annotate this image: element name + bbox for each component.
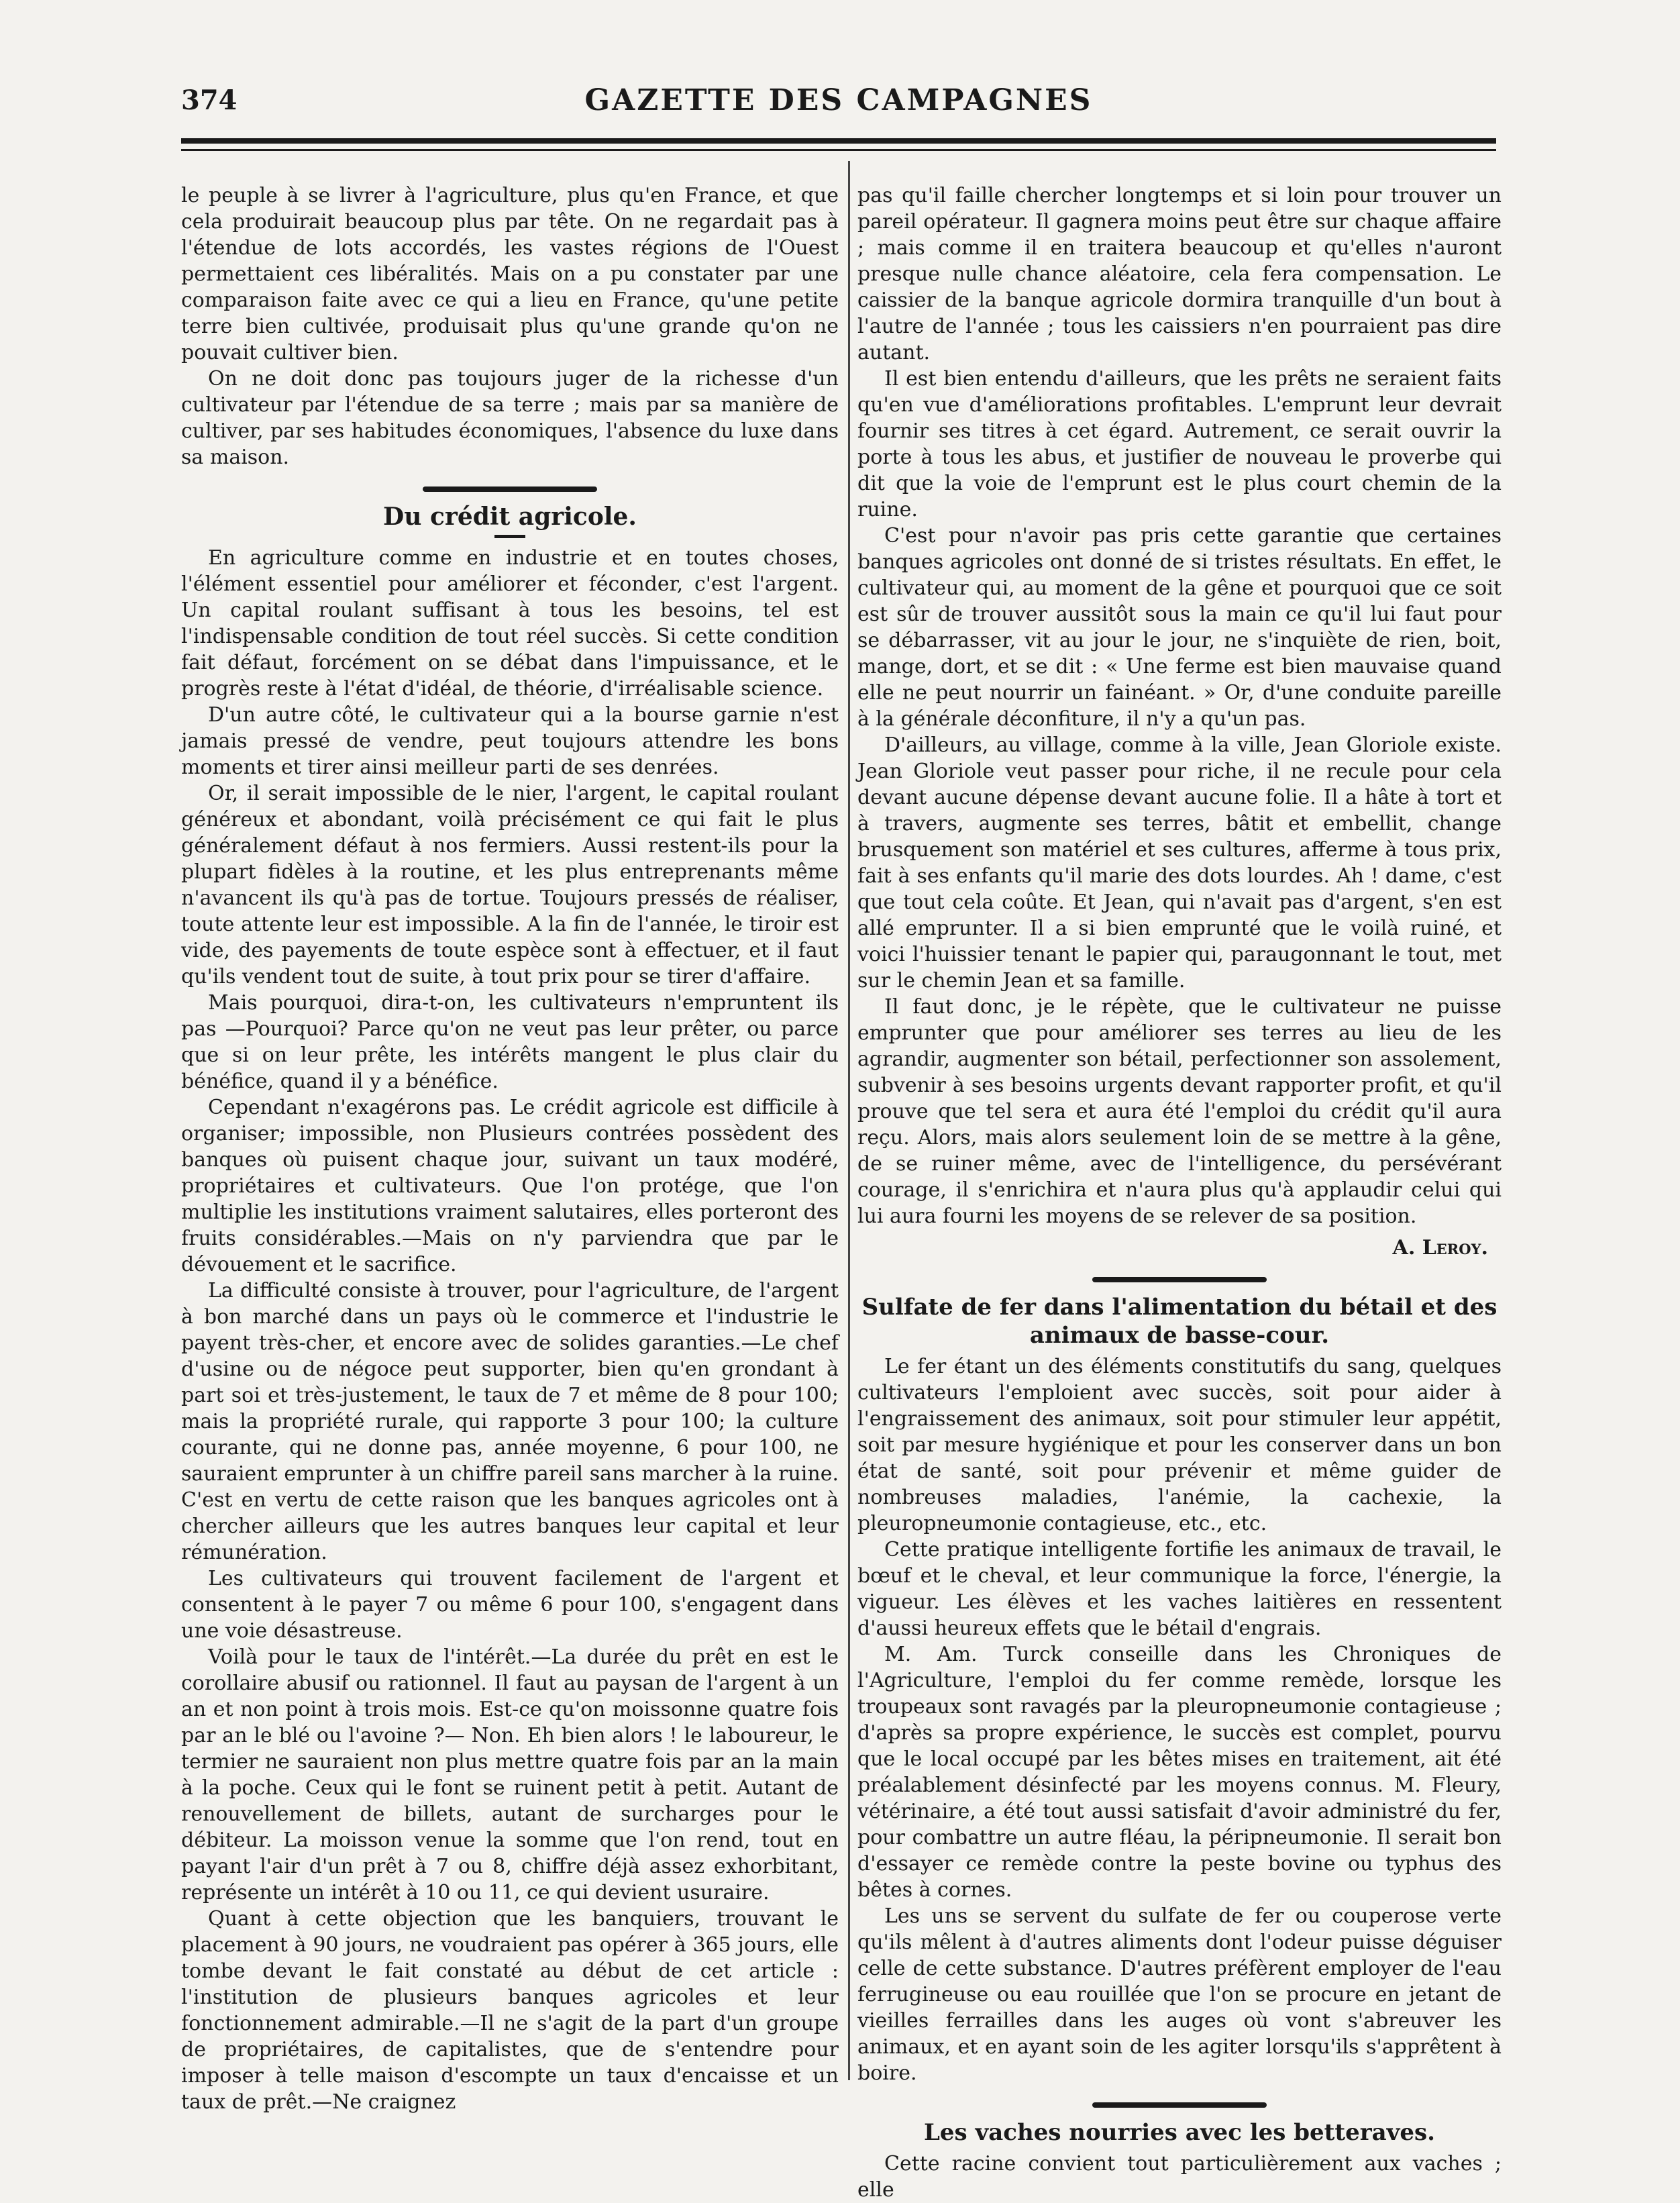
section-separator <box>1092 2102 1267 2108</box>
paragraph: Il faut donc, je le répète, que le cultivateur ne puisse emprunter que pour améliorer ses terres au lieu de les agrandir, augmenter son bétail, perfectionner son assolement, subvenir à ses besoins urgents devant rapporter profit, et qu'il prouve que tel sera et aura été l'emploi du crédit qu'il aura reçu. Alors, mais alors seulement loin de se mettre à la gêne, de se ruiner même, avec de l'intelligence, du persévérant courage, il s'enrichira et n'aura plus qu'à applaudir celui qui lui aura fourni les moyens de se relever de sa position. <box>857 995 1502 1228</box>
paragraph: Il est bien entendu d'ailleurs, que les prêts ne seraient faits qu'en vue d'améliorations profitables. L'emprunt leur devrait fournir ses titres à cet égard. Autrement, ce serait ouvrir la porte à tous les abus, et justifier de nouveau le proverbe qui dit que la voie de l'emprunt est le plus court chemin de la ruine. <box>857 367 1502 521</box>
paragraph: Le fer étant un des éléments constitutifs du sang, quelques cultivateurs l'emploient avec succès, soit pour aider à l'engraissement des animaux, soit pour stimuler leur appétit, soit par mesure hygiénique et pour les conserver dans un bon état de santé, soit pour prévenir et même guider de nombreuses maladies, l'anémie, la cachexie, la pleuropneumonie contagieuse, etc., etc. <box>857 1355 1502 1535</box>
paragraph: Voilà pour le taux de l'intérêt.—La durée du prêt en est le corollaire abusif ou rationnel. Il faut au paysan de l'argent à un an et non point à trois mois. Est-ce qu'on moissonne quatre fois par an le blé ou l'avoine ?— Non. Eh bien alors ! le laboureur, le termier ne sauraient non plus mettre quatre fois par an la main à la poche. Ceux qui le font se ruinent petit à petit. Autant de renouvellement de billets, autant de surcharges pour le débiteur. La moisson venue la somme que l'on rend, tout en payant l'air d'un prêt à 7 ou 8, chiffre déjà assez exhorbitant, représente un intérêt à 10 ou 11, ce qui devient usuraire. <box>181 1645 839 1904</box>
column-divider <box>848 161 850 2080</box>
journal-title: GAZETTE DES CAMPAGNES <box>584 83 1093 117</box>
paragraph: Mais pourquoi, dira-t-on, les cultivateurs n'empruntent ils pas —Pourquoi? Parce qu'on ne veut pas leur prêter, ou parce que si on leur prête, les intérêts mangent le plus clair du bénéfice, quand il y a bénéfice. <box>181 991 839 1093</box>
page-number: 374 <box>181 85 238 116</box>
paragraph: D'un autre côté, le cultivateur qui a la bourse garnie n'est jamais pressé de vendre, peut toujours attendre les bons moments et tirer ainsi meilleur parti de ses denrées. <box>181 703 839 779</box>
header-rule-thin <box>181 149 1496 151</box>
author-signature: A. Leroy. <box>1392 1236 1488 1260</box>
paragraph: M. Am. Turck conseille dans les Chroniques de l'Agriculture, l'emploi du fer comme remède, lorsque les troupeaux sont ravagés par la pleuropneumonie contagieuse ; d'après sa propre expérience, le succès est complet, pourvu que le local occupé par les bêtes mises en traitement, ait été préalablement désinfecté par les moyens connus. M. Fleury, vétérinaire, a été tout aussi satisfait d'avoir administré du fer, pour combattre un autre fléau, la péripneumonie. Il serait bon d'essayer ce remède contre la peste bovine ou typhus des bêtes à cornes. <box>857 1643 1502 1902</box>
paragraph: Les cultivateurs qui trouvent facilement de l'argent et consentent à le payer 7 ou même 6 pour 100, s'engagent dans une voie désastreuse. <box>181 1567 839 1643</box>
article-title-sulfate-de-fer: Sulfate de fer dans l'alimentation du bétail et des animaux de basse-cour. <box>861 1294 1498 1349</box>
page-header <box>181 79 1496 119</box>
paragraph: Quant à cette objection que les banquiers, trouvant le placement à 90 jours, ne voudraient pas opérer à 365 jours, elle tombe devant le fait constaté au début de cet article : l'institution de plusieurs banques agricoles et leur fonctionnement admirable.—Il ne s'agit de la part d'un groupe de propriétaires, de capitalistes, que de s'entendre pour imposer à telle maison d'escompte un taux d'encaisse et un taux de prêt.—Ne craignez <box>181 1907 839 2114</box>
paragraph: D'ailleurs, au village, comme à la ville, Jean Gloriole existe. Jean Gloriole veut passer pour riche, il ne recule pour cela devant aucune dépense devant aucune folie. Il a hâte à tort et à travers, augmente ses terres, bâtit et embellit, change brusquement son matériel et ses cultures, afferme à tous prix, fait à ses enfants qu'il marie des dots lourdes. Ah ! dame, c'est que tout cela coûte. Et Jean, qui n'avait pas d'argent, s'en est allé emprunter. Il a si bien emprunté que le voilà ruiné, et voici l'huissier tenant le papier qui, paraugonnant le tout, met sur le chemin Jean et sa famille. <box>857 733 1502 992</box>
paragraph: Cette pratique intelligente fortifie les animaux de travail, le bœuf et le cheval, et leur communique la force, l'énergie, la vigueur. Les élèves et les vaches laitières en ressentent d'aussi heureux effets que le bétail d'engrais. <box>857 1538 1502 1640</box>
article-title-credit-agricole: Du crédit agricole. <box>383 503 637 531</box>
paragraph: Cependant n'exagérons pas. Le crédit agricole est difficile à organiser; impossible, non Plusieurs contrées possèdent des banques où puisent chaque jour, suivant un taux modéré, propriétaires et cultivateurs. Que l'on protége, que l'on multiplie les institutions vraiment salutaires, elles porteront des fruits considérables.—Mais on n'y parviendra que par le dévouement et le sacrifice. <box>181 1096 839 1276</box>
paragraph: En agriculture comme en industrie et en toutes choses, l'élément essentiel pour améliorer et féconder, c'est l'argent. Un capital roulant suffisant à tous les besoins, tel est l'indispensable condition de tout réel succès. Si cette condition fait défaut, forcément on se débat dans l'impuissance, et le progrès reste à l'état d'idéal, de théorie, d'irréalisable science. <box>181 546 839 701</box>
paragraph: La difficulté consiste à trouver, pour l'agriculture, de l'argent à bon marché dans un pays où le commerce et l'industrie le payent très-cher, et encore avec de solides garanties.—Le chef d'usine ou de négoce peut supporter, bien qu'en grondant à part soi et très-justement, le taux de 7 et même de 8 pour 100; mais la propriété rurale, qui rapporte 3 pour 100; la culture courante, qui ne donne pas, année moyenne, 6 pour 100, ne sauraient emprunter à un chiffre pareil sans marcher à la ruine. C'est en vertu de cette raison que les banques agricoles ont à chercher ailleurs que les autres banques leur capital et leur rémunération. <box>181 1279 839 1564</box>
article-title-vaches-betteraves: Les vaches nourries avec les betteraves. <box>923 2119 1436 2146</box>
section-separator <box>1092 1277 1267 1282</box>
paragraph: Or, il serait impossible de le nier, l'argent, le capital roulant généreux et abondant, voilà précisément ce qui fait le plus généralement défaut à nos fermiers. Aussi restent-ils pour la plupart fidèles à la routine, et les plus entreprenants même n'avancent ils qu'à pas de tortue. Toujours pressés de réaliser, toute attente leur est impossible. A la fin de l'année, le tiroir est vide, des payements de toute espèce sont à effectuer, et il faut qu'ils vendent tout de suite, à tout prix pour se tirer d'affaire. <box>181 782 839 988</box>
paragraph: Cette racine convient tout particulièrement aux vaches ; elle <box>857 2152 1502 2202</box>
right-column <box>857 183 1502 2203</box>
paragraph: pas qu'il faille chercher longtemps et si loin pour trouver un pareil opérateur. Il gagnera moins peut être sur chaque affaire ; mais comme il en traitera beaucoup et qu'elles n'auront presque nulle chance aléatoire, cela fera compensation. Le caissier de la banque agricole dormira tranquille d'un bout à l'autre de l'année ; tous les caissiers n'en pourraient pas dire autant. <box>857 184 1502 364</box>
title-dash <box>494 535 525 538</box>
paragraph: le peuple à se livrer à l'agriculture, plus qu'en France, et que cela produirait beaucoup plus par tête. On ne regardait pas à l'étendue de lots accordés, les vastes régions de l'Ouest permettaient ces libéralités. Mais on a pu constater par une comparaison faite avec ce qui a lieu en France, qu'une petite terre bien cultivée, produisait plus qu'une grande qu'on ne pouvait cultiver bien. <box>181 184 839 364</box>
left-column <box>181 183 839 2115</box>
paragraph: On ne doit donc pas toujours juger de la richesse d'un cultivateur par l'étendue de sa terre ; mais par sa manière de cultiver, par ses habitudes économiques, l'absence du luxe dans sa maison. <box>181 367 839 469</box>
header-rule-thick <box>181 138 1496 144</box>
paragraph: Les uns se servent du sulfate de fer ou couperose verte qu'ils mêlent à d'autres aliments dont l'odeur puisse déguiser celle de cette substance. D'autres préfèrent employer de l'eau ferrugineuse ou eau rouillée que l'on se procure en jetant de vieilles ferrailles dans les auges où vont s'abreuver les animaux, et en ayant soin de les agiter lorsqu'ils s'apprêtent à boire. <box>857 1904 1502 2085</box>
section-separator <box>423 486 597 492</box>
paragraph: C'est pour n'avoir pas pris cette garantie que certaines banques agricoles ont donné de si tristes résultats. En effet, le cultivateur qui, au moment de la gêne et pourquoi que ce soit est sûr de trouver aussitôt sous la main ce qu'il lui faut pour se débarrasser, vit au jour le jour, ne s'inquiète de rien, boit, mange, dort, et se dit : « Une ferme est bien mauvaise quand elle ne peut nourrir un fainéant. » Or, d'une conduite pareille à la générale déconfiture, il n'y a qu'un pas. <box>857 524 1502 731</box>
